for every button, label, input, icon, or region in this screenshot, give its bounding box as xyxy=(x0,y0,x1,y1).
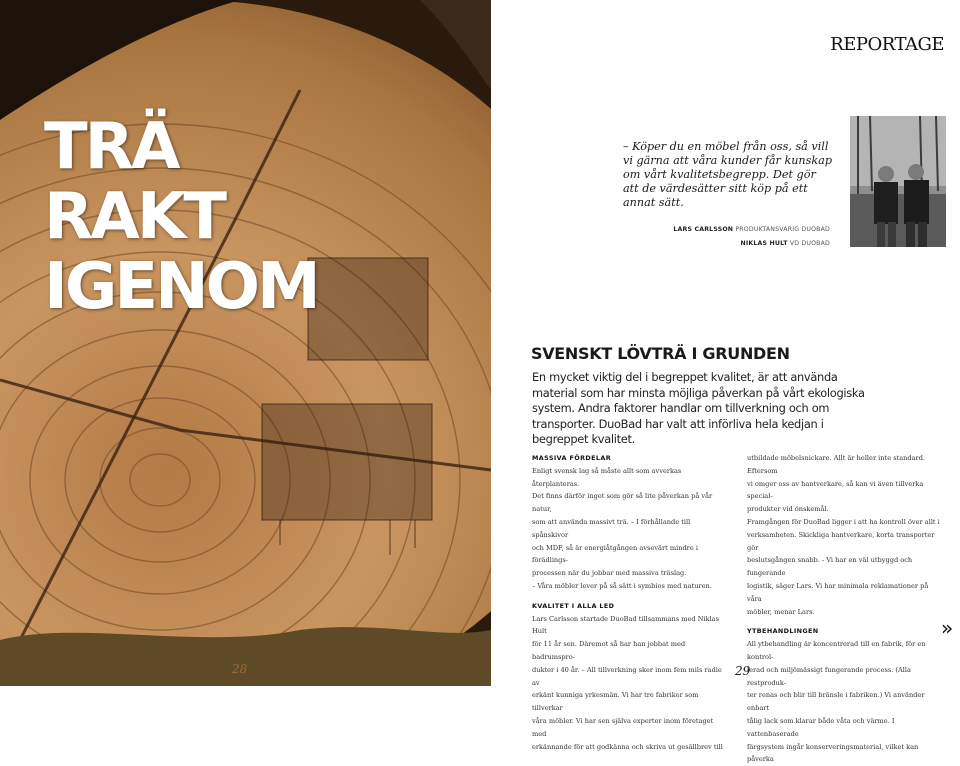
body-line: – Våra möbler lever på så sätt i symbios med naturen. xyxy=(532,581,712,590)
body-line: Lars Carlsson startade DuoBad tillsammans med Niklas Hult xyxy=(532,614,719,636)
section-tag: REPORTAGE xyxy=(830,34,944,55)
headline-line-1: TRÄ xyxy=(44,110,178,184)
section-title: SVENSKT LÖVTRÄ I GRUNDEN xyxy=(531,344,790,363)
body-line: dukter i 40 år. – All tillverkning sker inom fem mils radie av xyxy=(532,665,722,687)
body-line: processen när du jobbar med massiva träslag. xyxy=(532,569,687,578)
body-line: och MDF, så är energiåtgången avsevärt mindre i förädlings- xyxy=(532,543,698,565)
subheading-kvalitet: KVALITET I ALLA LED xyxy=(532,601,615,610)
body-line: Enligt svensk lag så måste allt som avverkas återplanteras. xyxy=(532,466,682,488)
body-line: möbler, menar Lars. xyxy=(747,607,815,616)
body-line: erkännande för att godkänna och skriva ut gesällbrev till xyxy=(532,742,723,751)
body-line: verksamheten. Skickliga hantverkare, korta transporter gör xyxy=(747,530,935,552)
body-line: produkter vid önskemål. xyxy=(747,505,829,514)
credit-niklas: NIKLAS HULT VD DUOBAD xyxy=(740,240,830,247)
page-number-right: 29 xyxy=(735,664,751,678)
headline-line-2: RAKT xyxy=(44,180,225,254)
body-line: färgsystem ingår konserveringsmaterial, vilket kan påverka xyxy=(747,742,919,764)
pull-quote: – Köper du en möbel från oss, så vill vi gärna att våra kunder får kunskap om vårt kvalitetsbegrepp. Det gör att de värdesätter sitt köp på ett annat sätt. xyxy=(623,140,832,209)
body-line: All ytbehandling är koncentrerad till en fabrik, för en kontrol- xyxy=(747,640,926,661)
headline-line-3: IGENOM xyxy=(44,250,318,324)
body-line: tålig lack som klarar både våta och värme. I vattenbaserade xyxy=(747,716,895,738)
body-line: Framgången för DuoBad ligger i att ha kontroll över allt i xyxy=(747,517,940,526)
body-line: erkänt kunniga yrkesmän. Vi har tre fabriker som tillverkar xyxy=(532,691,699,713)
body-line: som att använda massivt trä. – I förhållande till spånskivor xyxy=(532,517,691,539)
portrait-photo-image xyxy=(850,116,946,247)
body-line: utbildade möbelsnickare. Allt är heller inte standard. Eftersom xyxy=(747,454,926,475)
body-line: logistik, säger Lars. Vi har minimala reklamationer på våra xyxy=(747,581,929,603)
lead-paragraph: En mycket viktig del i begreppet kvalitet, är att använda material som har minsta möjliga påverkan på vårt ekologiska system. Andra faktorer handlar om tillverkning och om transporter. DuoBad har valt att införliva hela kedjan i begreppet kvalitet. xyxy=(532,370,865,446)
body-column-1 xyxy=(532,452,728,753)
credits xyxy=(641,223,830,251)
wood-cross-section-image xyxy=(0,0,491,686)
subheading-massiva: MASSIVA FÖRDELAR xyxy=(532,454,612,462)
body-column-2 xyxy=(747,452,943,766)
body-line: lerad och miljömässigt fungerande process. (Alla restproduk- xyxy=(747,665,911,687)
headline xyxy=(44,112,318,322)
body-line: beslutsgången snabb. - Vi har en väl utbyggd och fungerande xyxy=(747,556,913,578)
page-number-left: 28 xyxy=(232,662,248,676)
body-line: vi omger oss av hantverkare, så kan vi även tillverka special- xyxy=(747,479,924,501)
continue-arrow-icon: » xyxy=(941,616,954,640)
body-line: för 11 år sen. Däremot så har han jobbat med badrumspro- xyxy=(532,640,686,661)
left-page-image xyxy=(0,0,491,686)
credit-lars: LARS CARLSSON PRODUKTANSVARIG DUOBAD xyxy=(673,226,830,233)
right-page xyxy=(491,0,960,764)
body-line: ter renas och blir till bränsle i fabriken.) Vi använder enbart xyxy=(747,691,925,713)
portrait-photo xyxy=(850,116,946,247)
subheading-ytbehandling: YTBEHANDLINGEN xyxy=(747,627,819,636)
body-line: våra möbler. Vi har sen själva experter inom företaget med xyxy=(532,716,714,738)
body-line: Det finns därför inget som gör så lite påverkan på vår natur, xyxy=(532,492,713,514)
